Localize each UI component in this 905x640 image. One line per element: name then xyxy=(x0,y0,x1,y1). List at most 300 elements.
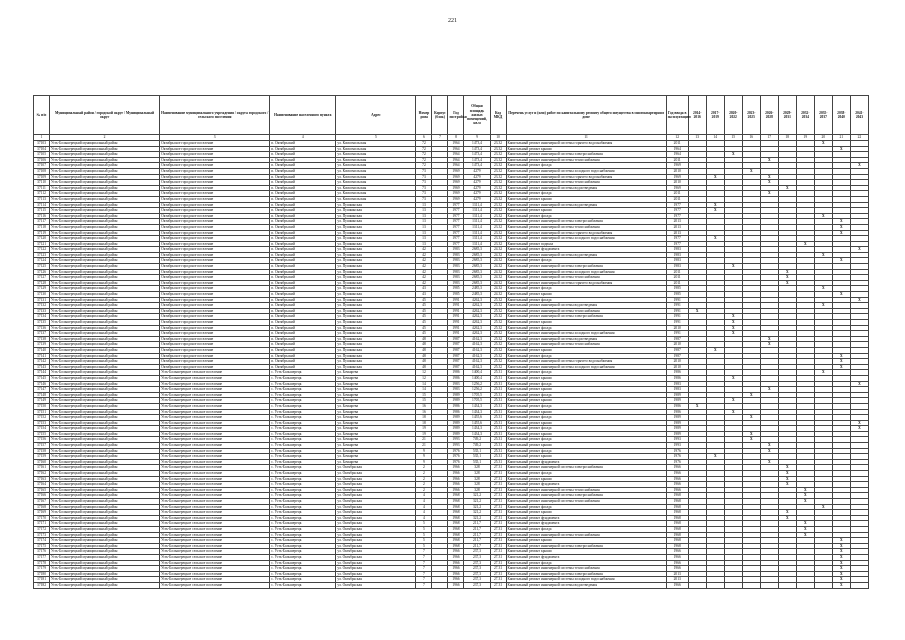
table-cell: Капитальный ремонт инженерной системы электроснабжения xyxy=(506,219,666,225)
table-cell: 328 xyxy=(464,476,490,482)
column-header: Муниципальный район / городской округ / Муниципальный округ xyxy=(50,96,160,135)
table-cell: 7 xyxy=(416,549,432,555)
table-cell: Усть-Большерецкое сельское поселение xyxy=(160,582,270,588)
table-cell: 2485,3 xyxy=(464,292,490,298)
table-cell: 1977 xyxy=(448,236,464,242)
table-cell: п. Октябрьский xyxy=(270,353,336,359)
table-cell: ул. Бочкарева xyxy=(336,375,416,381)
table-cell: 1986 xyxy=(448,403,464,409)
table-cell: Октябрьское городское поселение xyxy=(160,342,270,348)
table-cell: 24.32 xyxy=(490,258,506,264)
table-cell: 1968 xyxy=(448,504,464,510)
table-cell: ул. Пушкинская xyxy=(336,325,416,331)
table-cell: Усть-Большерецкое сельское поселение xyxy=(160,577,270,583)
table-cell: 37123 xyxy=(34,252,50,258)
table-cell: 1989 xyxy=(666,392,688,398)
column-number: 6 xyxy=(416,135,432,141)
table-cell: 37128 xyxy=(34,280,50,286)
table-cell: 7 xyxy=(416,571,432,577)
table-cell: X xyxy=(850,247,868,253)
table-cell: Октябрьское городское поселение xyxy=(160,359,270,365)
table-cell: 42 xyxy=(416,264,432,270)
table-cell: X xyxy=(760,174,778,180)
table-cell: Капитальный ремонт фасада xyxy=(506,426,666,432)
table-cell: 12 xyxy=(416,370,432,376)
table-cell: с. Усть-Большерецк xyxy=(270,560,336,566)
table-cell: Октябрьское городское поселение xyxy=(160,241,270,247)
table-cell: 1968 xyxy=(666,515,688,521)
table-cell: 2685,3 xyxy=(464,269,490,275)
table-cell: Усть-Большерецкий муниципальный район xyxy=(50,448,160,454)
table-cell: 13 xyxy=(416,224,432,230)
table-cell: X xyxy=(724,409,742,415)
table-cell: п. Октябрьский xyxy=(270,359,336,365)
table-cell: 2 xyxy=(416,465,432,471)
table-cell: ул. Бочкарева xyxy=(336,420,416,426)
table-cell: 23.32 xyxy=(490,152,506,158)
table-cell: 2 xyxy=(416,471,432,477)
table-cell: 23.32 xyxy=(490,196,506,202)
table-cell: 37136 xyxy=(34,325,50,331)
column-header: Наименование муниципального учреждения / округа городского / сельского поселения xyxy=(160,96,270,135)
column-header: Перечень услуг и (или) работ по капитальному ремонту общего имущества в многоквартирном доме xyxy=(506,96,666,135)
table-cell: 1311,4 xyxy=(464,241,490,247)
table-cell: 4162,3 xyxy=(464,364,490,370)
table-cell: Капитальный ремонт инженерной системы теплоснабжения xyxy=(506,566,666,572)
table-cell: 1977 xyxy=(666,202,688,208)
table-cell: Капитальный ремонт крыши xyxy=(506,409,666,415)
table-cell: 1968 xyxy=(448,538,464,544)
table-cell: 1434,3 xyxy=(464,409,490,415)
table-cell: ул. Пушкинская xyxy=(336,208,416,214)
table-cell: 37125 xyxy=(34,264,50,270)
table-cell: ул. Октябрьская xyxy=(336,515,416,521)
table-cell: 1968 xyxy=(666,526,688,532)
table-cell: Усть-Большерецкий муниципальный район xyxy=(50,185,160,191)
table-cell: 1968 xyxy=(666,543,688,549)
table-cell: 1987 xyxy=(666,347,688,353)
table-cell: X xyxy=(850,163,868,169)
table-cell: Усть-Большерецкое сельское поселение xyxy=(160,526,270,532)
table-cell: с. Усть-Большерецк xyxy=(270,448,336,454)
table-cell: ул. Октябрьская xyxy=(336,510,416,516)
table-cell xyxy=(814,582,832,588)
table-cell: 2685,3 xyxy=(464,247,490,253)
table-cell: Усть-Большерецкий муниципальный район xyxy=(50,275,160,281)
table-cell: Усть-Большерецкое сельское поселение xyxy=(160,493,270,499)
table-cell: Октябрьское городское поселение xyxy=(160,314,270,320)
table-cell: 328 xyxy=(464,487,490,493)
table-cell: Капитальный ремонт крыши xyxy=(506,549,666,555)
table-cell: 1968 xyxy=(448,526,464,532)
table-cell: 24.32 xyxy=(490,252,506,258)
table-cell: 1983 xyxy=(666,264,688,270)
table-cell: 1968 xyxy=(448,543,464,549)
table-cell: Капитальный ремонт фасада xyxy=(506,560,666,566)
table-cell: Усть-Большерецкий муниципальный район xyxy=(50,566,160,572)
table-cell xyxy=(778,582,796,588)
table-cell: X xyxy=(724,264,742,270)
table-cell: 1964 xyxy=(666,146,688,152)
table-cell: Усть-Большерецкий муниципальный район xyxy=(50,454,160,460)
table-cell: Усть-Большерецкое сельское поселение xyxy=(160,499,270,505)
table-cell: 1400,4 xyxy=(464,375,490,381)
table-cell: ул. Октябрьская xyxy=(336,560,416,566)
table-cell xyxy=(742,582,760,588)
table-cell: ул. Бочкарева xyxy=(336,437,416,443)
table-cell: ул. Октябрьская xyxy=(336,471,416,477)
table-cell: 1966 xyxy=(448,560,464,566)
table-cell: 21 xyxy=(416,437,432,443)
table-cell: п. Октябрьский xyxy=(270,241,336,247)
table-cell: 48 xyxy=(416,359,432,365)
table-cell xyxy=(432,582,448,588)
table-cell: X xyxy=(778,280,796,286)
table-cell: X xyxy=(688,308,706,314)
table-cell: 13 xyxy=(416,241,432,247)
table-cell: Усть-Большерецкое сельское поселение xyxy=(160,370,270,376)
table-cell: Октябрьское городское поселение xyxy=(160,236,270,242)
table-cell: 1473,4 xyxy=(464,152,490,158)
table-cell: с. Усть-Большерецк xyxy=(270,476,336,482)
table-cell: 27.31 xyxy=(490,482,506,488)
table-cell: 4279 xyxy=(464,191,490,197)
table-cell: 1966 xyxy=(448,577,464,583)
table-cell: п. Октябрьский xyxy=(270,141,336,147)
table-cell: ул. Пушкинская xyxy=(336,364,416,370)
table-cell: 1966 xyxy=(666,554,688,560)
table-cell: 37105 xyxy=(34,152,50,158)
table-cell: 25.32 xyxy=(490,359,506,365)
table-cell: 1983 xyxy=(448,387,464,393)
table-cell: 24.32 xyxy=(490,247,506,253)
column-header: Общая площадь жилых помещений, кв.м xyxy=(464,96,490,135)
table-cell: 1993 xyxy=(448,443,464,449)
table-cell: 2685,3 xyxy=(464,275,490,281)
table-cell: 321,2 xyxy=(464,510,490,516)
table-cell: 23.32 xyxy=(490,219,506,225)
table-cell: 27.31 xyxy=(490,499,506,505)
table-cell: 37144 xyxy=(34,370,50,376)
table-cell: Усть-Большерецкое сельское поселение xyxy=(160,476,270,482)
table-cell: 1964 xyxy=(448,141,464,147)
table-cell: 4162,3 xyxy=(464,359,490,365)
table-cell: Капитальный ремонт инженерной системы теплоснабжения xyxy=(506,157,666,163)
table-cell: 25.31 xyxy=(490,398,506,404)
table-cell: п. Октябрьский xyxy=(270,185,336,191)
table-cell: 45 xyxy=(416,297,432,303)
table-cell: 211,7 xyxy=(464,532,490,538)
table-cell: Усть-Большерецкий муниципальный район xyxy=(50,320,160,326)
table-cell: 25.32 xyxy=(490,353,506,359)
table-cell: ул. Октябрьская xyxy=(336,571,416,577)
table-cell: Октябрьское городское поселение xyxy=(160,185,270,191)
table-cell: 237,3 xyxy=(464,582,490,588)
table-cell: 5 xyxy=(416,543,432,549)
table-cell: 4262,3 xyxy=(464,331,490,337)
table-cell: 25.32 xyxy=(490,342,506,348)
table-cell: ул. Пушкинская xyxy=(336,292,416,298)
table-cell: 24.32 xyxy=(490,269,506,275)
table-cell: 5 xyxy=(416,538,432,544)
table-cell: 237,3 xyxy=(464,571,490,577)
table-cell: X xyxy=(760,342,778,348)
table-cell xyxy=(706,582,724,588)
table-cell: Усть-Большерецкий муниципальный район xyxy=(50,476,160,482)
table-cell: 1966 xyxy=(448,549,464,555)
table-cell: Октябрьское городское поселение xyxy=(160,141,270,147)
table-cell: 1966 xyxy=(666,560,688,566)
table-cell: п. Октябрьский xyxy=(270,292,336,298)
table-cell: Капитальный ремонт крыши xyxy=(506,320,666,326)
table-cell: 1977 xyxy=(448,202,464,208)
table-cell: X xyxy=(832,571,850,577)
table-cell: Капитальный ремонт фундамента xyxy=(506,459,666,465)
table-cell: 749,2 xyxy=(464,437,490,443)
table-cell: X xyxy=(742,415,760,421)
table-cell: 45 xyxy=(416,331,432,337)
table-cell: 37132 xyxy=(34,303,50,309)
table-cell: Усть-Большерецкое сельское поселение xyxy=(160,510,270,516)
table-cell: п. Октябрьский xyxy=(270,336,336,342)
table-cell: 1993 xyxy=(666,437,688,443)
table-cell: X xyxy=(760,387,778,393)
table-cell: с. Усть-Большерецк xyxy=(270,482,336,488)
table-cell: 25.32 xyxy=(490,325,506,331)
table-cell: ул. Пушкинская xyxy=(336,230,416,236)
table-cell: Капитальный ремонт крыши xyxy=(506,196,666,202)
table-cell: Усть-Большерецкий муниципальный район xyxy=(50,336,160,342)
table-cell: Усть-Большерецкий муниципальный район xyxy=(50,258,160,264)
table-cell: X xyxy=(796,241,814,247)
table-cell: Капитальный ремонт инженерной системы теплоснабжения xyxy=(506,499,666,505)
table-cell: 37113 xyxy=(34,196,50,202)
table-cell: 37179 xyxy=(34,566,50,572)
table-cell: 4279 xyxy=(464,168,490,174)
table-cell: Усть-Большерецкое сельское поселение xyxy=(160,560,270,566)
table-cell: 4162,3 xyxy=(464,353,490,359)
table-cell: 4 xyxy=(416,510,432,516)
table-cell: Капитальный ремонт фасада xyxy=(506,191,666,197)
table-cell: ул. Октябрьская xyxy=(336,465,416,471)
table-cell: п. Октябрьский xyxy=(270,303,336,309)
table-cell: 1969 xyxy=(448,191,464,197)
table-cell: 1968 xyxy=(666,504,688,510)
table-cell: Октябрьское городское поселение xyxy=(160,364,270,370)
table-cell: Усть-Большерецкий муниципальный район xyxy=(50,532,160,538)
table-cell: 23.32 xyxy=(490,163,506,169)
table-cell: Усть-Большерецкий муниципальный район xyxy=(50,180,160,186)
table-cell: X xyxy=(796,521,814,527)
table-cell: 37164 xyxy=(34,482,50,488)
table-cell xyxy=(688,582,706,588)
table-cell: с. Усть-Большерецк xyxy=(270,571,336,577)
table-cell: 73 xyxy=(416,185,432,191)
table-cell: Усть-Большерецкое сельское поселение xyxy=(160,566,270,572)
table-cell: 13 xyxy=(416,208,432,214)
table-cell: Усть-Большерецкий муниципальный район xyxy=(50,482,160,488)
table-cell: Усть-Большерецкий муниципальный район xyxy=(50,426,160,432)
table-cell: ул. Пушкинская xyxy=(336,252,416,258)
table-cell: 2685,3 xyxy=(464,258,490,264)
table-cell: п. Октябрьский xyxy=(270,219,336,225)
table-cell: 25.31 xyxy=(490,375,506,381)
table-cell: Капитальный ремонт подвала xyxy=(506,241,666,247)
table-cell: 4262,3 xyxy=(464,297,490,303)
table-cell: п. Октябрьский xyxy=(270,163,336,169)
table-cell: 1705,5 xyxy=(464,392,490,398)
table-cell: ул. Пушкинская xyxy=(336,331,416,337)
table-cell: X xyxy=(814,370,832,376)
table-cell: X xyxy=(778,275,796,281)
table-cell: Усть-Большерецкий муниципальный район xyxy=(50,577,160,583)
table-cell: Октябрьское городское поселение xyxy=(160,275,270,281)
table-cell: с. Усть-Большерецк xyxy=(270,487,336,493)
table-cell: 2013 xyxy=(666,571,688,577)
table-cell: 1966 xyxy=(448,482,464,488)
table-cell: Усть-Большерецкое сельское поселение xyxy=(160,504,270,510)
table-cell: 25.31 xyxy=(490,370,506,376)
table-cell: Капитальный ремонт инженерной системы электроснабжения xyxy=(506,465,666,471)
table-cell: Усть-Большерецкий муниципальный район xyxy=(50,163,160,169)
table-cell: Капитальный ремонт крыши xyxy=(506,146,666,152)
table-cell: Капитальный ремонт фасада xyxy=(506,370,666,376)
table-cell: 23.32 xyxy=(490,185,506,191)
table-cell: Усть-Большерецкий муниципальный район xyxy=(50,303,160,309)
table-cell: с. Усть-Большерецк xyxy=(270,459,336,465)
table-cell: 1989 xyxy=(448,420,464,426)
table-cell: Капитальный ремонт инженерной системы горячего водоснабжения xyxy=(506,359,666,365)
table-cell: 2010 xyxy=(666,325,688,331)
table-cell: 37172 xyxy=(34,526,50,532)
table-cell: 27.31 xyxy=(490,560,506,566)
table-cell: Капитальный ремонт фасада xyxy=(506,437,666,443)
table-cell: с. Усть-Большерецк xyxy=(270,515,336,521)
table-cell: Октябрьское городское поселение xyxy=(160,168,270,174)
table-cell: 27.31 xyxy=(490,487,506,493)
table-cell: 25.31 xyxy=(490,420,506,426)
table-cell: ул. Бочкарева xyxy=(336,448,416,454)
table-cell: X xyxy=(706,174,724,180)
table-cell: 1966 xyxy=(666,549,688,555)
table-cell: X xyxy=(832,146,850,152)
table-cell: с. Усть-Большерецк xyxy=(270,375,336,381)
table-cell: 1991 xyxy=(448,297,464,303)
column-number: 3 xyxy=(160,135,270,141)
table-cell: с. Усть-Большерецк xyxy=(270,499,336,505)
table-cell: с. Усть-Большерецк xyxy=(270,409,336,415)
table-cell: 37159 xyxy=(34,454,50,460)
table-cell: 25.31 xyxy=(490,409,506,415)
table-cell: Усть-Большерецкий муниципальный район xyxy=(50,459,160,465)
table-cell: Капитальный ремонт фундамента xyxy=(506,247,666,253)
table-cell: 1311,4 xyxy=(464,213,490,219)
table-cell: 25.31 xyxy=(490,443,506,449)
table-cell: Капитальный ремонт фундамента xyxy=(506,515,666,521)
table-cell: ул. Пушкинская xyxy=(336,303,416,309)
table-cell: 5 xyxy=(416,526,432,532)
table-cell: Усть-Большерецкий муниципальный район xyxy=(50,219,160,225)
table-cell: 1966 xyxy=(448,476,464,482)
table-cell: ул. Октябрьская xyxy=(336,476,416,482)
table-cell: 2010 xyxy=(666,180,688,186)
table-cell: с. Усть-Большерецк xyxy=(270,554,336,560)
table-cell: Капитальный ремонт инженерной системы теплоснабжения xyxy=(506,532,666,538)
table-cell: Капитальный ремонт инженерной системы холодного водоснабжения xyxy=(506,269,666,275)
table-cell: 24.32 xyxy=(490,280,506,286)
table-cell: п. Октябрьский xyxy=(270,280,336,286)
table-cell xyxy=(724,582,742,588)
table-cell: Усть-Большерецкий муниципальный район xyxy=(50,510,160,516)
table-cell: 25.31 xyxy=(490,392,506,398)
table-cell: Усть-Большерецкий муниципальный район xyxy=(50,504,160,510)
table-cell: 1969 xyxy=(666,185,688,191)
table-cell: с. Усть-Большерецк xyxy=(270,387,336,393)
table-cell: 37169 xyxy=(34,510,50,516)
table-cell: 1966 xyxy=(666,487,688,493)
table-cell: 1969 xyxy=(448,180,464,186)
table-cell: п. Октябрьский xyxy=(270,342,336,348)
table-cell: X xyxy=(850,381,868,387)
table-cell: X xyxy=(742,168,760,174)
table-cell: Усть-Большерецкий муниципальный район xyxy=(50,381,160,387)
table-cell: 25.32 xyxy=(490,314,506,320)
table-cell: 1977 xyxy=(448,208,464,214)
table-cell: 25.32 xyxy=(490,303,506,309)
table-cell: 24.32 xyxy=(490,264,506,270)
table-cell: 4262,3 xyxy=(464,308,490,314)
table-cell: 18 xyxy=(416,420,432,426)
table-cell: 4162,3 xyxy=(464,336,490,342)
table-cell: 1964 xyxy=(448,146,464,152)
table-cell: Капитальный ремонт инженерной системы теплоснабжения xyxy=(506,487,666,493)
table-cell: 27.31 xyxy=(490,571,506,577)
table-cell: Октябрьское городское поселение xyxy=(160,152,270,158)
table-cell: ул. Октябрьская xyxy=(336,526,416,532)
column-header: 2032-2034 xyxy=(796,96,814,135)
column-header: 2017-2019 xyxy=(706,96,724,135)
table-cell: X xyxy=(778,185,796,191)
table-cell: Капитальный ремонт фундамента xyxy=(506,521,666,527)
table-cell: 1969 xyxy=(448,196,464,202)
table-cell: 2013 xyxy=(666,230,688,236)
table-cell: 37103 xyxy=(34,141,50,147)
table-cell: Усть-Большерецкое сельское поселение xyxy=(160,454,270,460)
table-cell: Капитальный ремонт крыши xyxy=(506,431,666,437)
table-cell: с. Усть-Большерецк xyxy=(270,577,336,583)
table-cell: 1966 xyxy=(666,582,688,588)
table-cell: 1256,2 xyxy=(464,387,490,393)
table-cell: 1983 xyxy=(448,269,464,275)
table-cell: 37170 xyxy=(34,515,50,521)
table-cell: 1983 xyxy=(448,381,464,387)
column-number: 20 xyxy=(814,135,832,141)
table-cell: 1983 xyxy=(666,247,688,253)
table-cell: 1986 xyxy=(666,403,688,409)
table-cell: 211,7 xyxy=(464,526,490,532)
table-cell: Усть-Большерецкий муниципальный район xyxy=(50,370,160,376)
table-cell: Усть-Большерецкий муниципальный район xyxy=(50,141,160,147)
table-cell: 37106 xyxy=(34,157,50,163)
table-cell: 25.31 xyxy=(490,426,506,432)
table-cell: Усть-Большерецкое сельское поселение xyxy=(160,532,270,538)
table-cell: 23.32 xyxy=(490,230,506,236)
table-cell: 1473,4 xyxy=(464,157,490,163)
table-cell: ул. Октябрьская xyxy=(336,493,416,499)
table-cell: ул. Бочкарева xyxy=(336,415,416,421)
table-cell: 1989 xyxy=(448,415,464,421)
table-cell: Капитальный ремонт инженерной системы теплоснабжения xyxy=(506,275,666,281)
